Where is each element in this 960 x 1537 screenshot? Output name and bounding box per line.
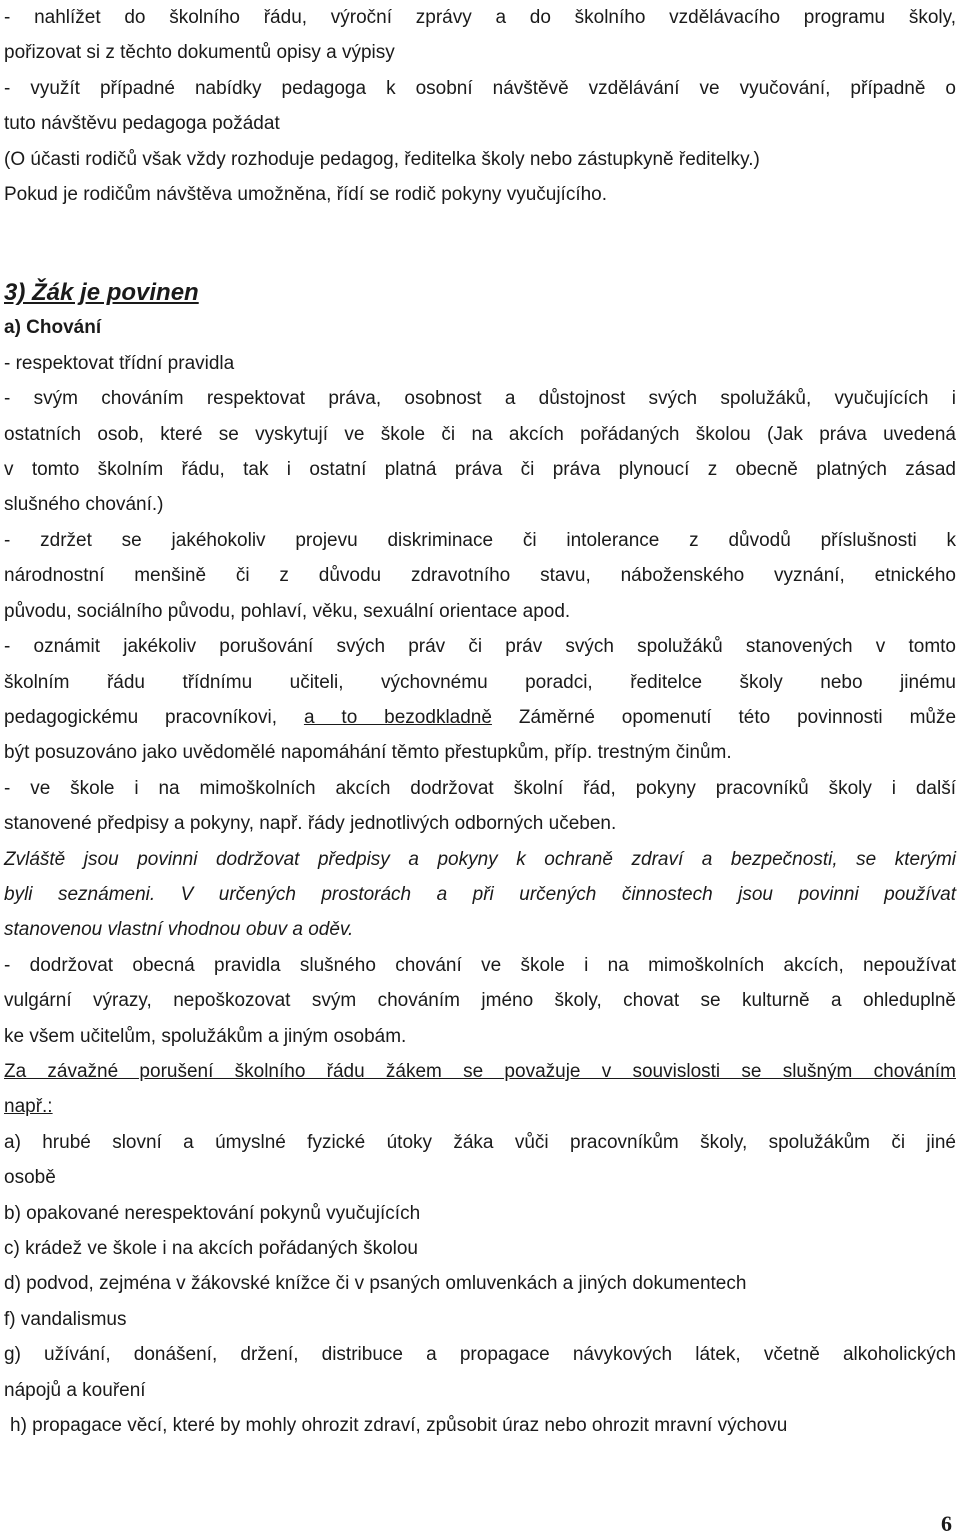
text-line: národnostní menšině či z důvodu zdravotního stavu, náboženského vyznání, etnického <box>4 565 956 587</box>
list-item: g) užívání, donášení, držení, distribuce a propagace návykových látek, včetně alkoholických <box>4 1344 956 1366</box>
text-line: Pokud je rodičům návštěva umožněna, řídí se rodič pokyny vyučujícího. <box>4 184 608 206</box>
subsection-heading: a) Chování <box>4 317 102 339</box>
list-item: d) podvod, zejména v žákovské knížce či v psaných omluvenkách a jiných dokumentech <box>4 1273 747 1295</box>
page-number: 6 <box>941 1511 952 1536</box>
text-line: tuto návštěvu pedagoga požádat <box>4 113 280 135</box>
italic-text-line: byli seznámeni. V určených prostorách a při určených činnostech jsou povinni používat <box>4 883 956 905</box>
document-page <box>4 0 956 1443</box>
text-line: - využít případné nabídky pedagoga k osobní návštěvě vzdělávání ve vyučování, případně o <box>4 77 956 99</box>
text-line: - nahlížet do školního řádu, výroční zprávy a do školního vzdělávacího programu školy, <box>4 7 956 28</box>
italic-text-line: stanovenou vlastní vhodnou obuv a oděv. <box>4 919 354 941</box>
text-line: stanovené předpisy a pokyny, např. řády jednotlivých odborných učeben. <box>4 813 617 835</box>
underlined-text: a to bezodkladně <box>303 706 492 728</box>
text-line: - ve škole i na mimoškolních akcích dodržovat školní řád, pokyny pracovníků školy i další <box>4 777 956 799</box>
underlined-text-line: Za závažné porušení školního řádu žákem se považuje v souvislosti se slušným chováním <box>4 1060 956 1082</box>
text-line: - dodržovat obecná pravidla slušného chování ve škole i na mimoškolních akcích, nepoužívat <box>4 954 956 976</box>
underlined-text-line: např.: <box>4 1096 53 1118</box>
text-line: pořizovat si z těchto dokumentů opisy a výpisy <box>4 42 395 64</box>
text-line: původu, sociálního původu, pohlaví, věku, sexuální orientace apod. <box>4 600 571 622</box>
list-item: c) krádež ve škole i na akcích pořádaných školou <box>4 1238 418 1259</box>
italic-text-line: Zvláště jsou povinni dodržovat předpisy a pokyny k ochraně zdraví a bezpečnosti, se kterými <box>4 848 956 870</box>
text-line: nápojů a kouření <box>4 1379 146 1401</box>
text-line: ke všem učitelům, spolužákům a jiným osobám. <box>4 1025 407 1047</box>
text-line: - oznámit jakékoliv porušování svých práv či práv svých spolužáků stanovených v tomto <box>4 636 956 658</box>
list-item: h) propagace věcí, které by mohly ohrozit zdraví, způsobit úraz nebo ohrozit mravní výchovu <box>10 1415 788 1437</box>
text-line <box>4 700 956 735</box>
list-item: f) vandalismus <box>4 1308 127 1330</box>
text-segment: Záměrné opomenutí této povinnosti může <box>518 706 957 728</box>
text-line: vulgární výrazy, nepoškozovat svým chováním jméno školy, chovat se kulturně a ohleduplně <box>4 990 956 1012</box>
text-line: (O účasti rodičů však vždy rozhoduje pedagog, ředitelka školy nebo zástupkyně ředitelky.) <box>4 148 760 170</box>
text-line: školním řádu třídnímu učiteli, výchovnému poradci, ředitelce školy nebo jinému <box>4 671 956 693</box>
text-line: osobě <box>4 1167 56 1189</box>
text-line: a) hrubé slovní a úmyslné fyzické útoky žáka vůči pracovníkům školy, spolužákům či jiné <box>4 1131 956 1153</box>
text-line: slušného chování.) <box>4 494 164 516</box>
text-line: - svým chováním respektovat práva, osobnost a důstojnost svých spolužáků, vyučujících i <box>4 388 956 410</box>
text-segment: pedagogickému pracovníkovi, <box>4 706 278 728</box>
section-gap <box>4 212 956 269</box>
section-heading: 3) Žák je povinen <box>4 279 199 307</box>
list-item: b) opakované nerespektování pokynů vyučujících <box>4 1202 421 1224</box>
text-line: být posuzováno jako uvědomělé napomáhání těmto přestupkům, příp. trestným činům. <box>4 742 732 764</box>
text-line: - zdržet se jakéhokoliv projevu diskriminace či intolerance z důvodů příslušnosti k <box>4 529 956 551</box>
text-line: v tomto školním řádu, tak i ostatní platná práva či práva plynoucí z obecně platných zásad <box>4 459 956 481</box>
text-line: - respektovat třídní pravidla <box>4 352 235 374</box>
text-line: ostatních osob, které se vyskytují ve škole či na akcích pořádaných školou (Jak práva uvedená <box>4 423 956 445</box>
